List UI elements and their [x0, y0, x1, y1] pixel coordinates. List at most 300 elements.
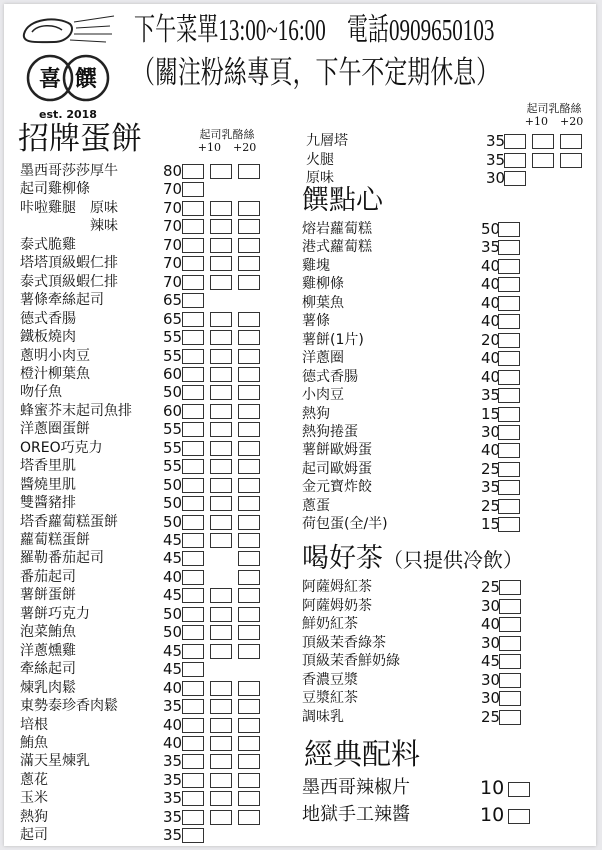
item-name: 洋蔥燻雞	[20, 642, 76, 659]
menu-item-row	[302, 238, 582, 256]
addon-header-left	[187, 128, 267, 154]
item-price: 40	[481, 441, 501, 460]
addon-cheese-20-checkbox[interactable]	[238, 699, 260, 714]
menu-item-row	[20, 402, 290, 420]
item-price: 40	[481, 312, 501, 331]
addon-cheese-10-checkbox[interactable]	[210, 644, 232, 659]
item-price: 40	[481, 615, 501, 633]
addon-cheese-10-checkbox[interactable]	[210, 441, 232, 456]
order-checkbox[interactable]	[182, 219, 204, 234]
addon-cheese-10-checkbox[interactable]	[210, 607, 232, 622]
item-name: 頂級茉香綠茶	[302, 634, 386, 651]
item-name: 熔岩蘿蔔糕	[302, 221, 372, 237]
menu-item-row	[20, 476, 290, 494]
item-price: 35	[163, 697, 183, 716]
item-name: 薯餅蛋餅	[20, 587, 76, 604]
menu-item-row	[302, 615, 582, 633]
addon-cheese-20-checkbox[interactable]	[238, 201, 260, 216]
order-checkbox[interactable]	[498, 296, 520, 311]
item-price: 70	[163, 254, 183, 273]
svg-text:喜: 喜	[38, 67, 62, 92]
item-name: 洋蔥圈蛋餅	[20, 421, 90, 438]
item-price: 60	[163, 364, 183, 383]
item-price: 10	[480, 777, 505, 799]
item-price: 55	[163, 457, 183, 476]
menu-item-row	[302, 515, 582, 533]
order-checkbox[interactable]	[182, 478, 204, 493]
item-price: 40	[163, 567, 183, 586]
item-price: 50	[163, 623, 183, 642]
menu-item-row	[20, 420, 290, 438]
item-price: 45	[163, 586, 183, 605]
notice-text: （關注粉絲專頁，下午不定期休息）	[132, 55, 500, 90]
order-checkbox[interactable]	[182, 662, 204, 677]
addon-cheese-10-checkbox[interactable]	[210, 238, 232, 253]
menu-item-row	[302, 294, 582, 312]
addon-label: 起司乳酪絲	[526, 102, 582, 115]
order-checkbox[interactable]	[182, 367, 204, 382]
item-price: 35	[163, 789, 183, 808]
order-checkbox[interactable]	[182, 533, 204, 548]
order-checkbox[interactable]	[182, 551, 204, 566]
order-checkbox[interactable]	[498, 388, 520, 403]
menu-item-row	[302, 689, 582, 707]
menu-item-row	[20, 789, 290, 807]
addon-opt2: +20	[560, 115, 584, 128]
item-price: 25	[481, 496, 501, 515]
item-price: 50	[163, 604, 183, 623]
item-name: 柳葉魚	[302, 294, 344, 311]
addon-cheese-20-checkbox[interactable]	[238, 533, 260, 548]
order-checkbox[interactable]	[499, 636, 521, 651]
addon-cheese-20-checkbox[interactable]	[560, 134, 582, 149]
menu-item-row	[20, 660, 290, 678]
item-name: 地獄手工辣醬	[302, 804, 410, 825]
addon-cheese-20-checkbox[interactable]	[238, 607, 260, 622]
menu-item-row	[302, 478, 582, 496]
addon-cheese-10-checkbox[interactable]	[210, 625, 232, 640]
order-checkbox[interactable]	[182, 349, 204, 364]
order-checkbox[interactable]	[182, 681, 204, 696]
menu-page	[4, 4, 596, 846]
item-name: 豆漿紅茶	[302, 690, 358, 706]
addon-cheese-20-checkbox[interactable]	[238, 219, 260, 234]
order-checkbox[interactable]	[182, 293, 204, 308]
addon-cheese-10-checkbox[interactable]	[210, 349, 232, 364]
order-checkbox[interactable]	[499, 710, 521, 725]
item-name: 墨西哥辣椒片	[302, 777, 410, 798]
item-price: 50	[163, 383, 183, 402]
addon-cheese-20-checkbox[interactable]	[238, 164, 260, 179]
order-checkbox[interactable]	[499, 599, 521, 614]
addon-cheese-10-checkbox[interactable]	[210, 275, 232, 290]
menu-item-row	[20, 236, 290, 254]
order-checkbox[interactable]	[182, 607, 204, 622]
item-name: 原味	[306, 170, 334, 186]
item-price: 15	[481, 404, 501, 423]
item-price: 30	[486, 169, 506, 187]
addon-cheese-20-checkbox[interactable]	[238, 773, 260, 788]
addon-cheese-20-checkbox[interactable]	[238, 551, 260, 566]
order-checkbox[interactable]	[498, 240, 520, 255]
item-name: 洋蔥圈	[302, 350, 344, 367]
item-name: 荷包蛋(全/半)	[302, 516, 388, 533]
tea-subtitle: （只提供冷飲）	[383, 548, 523, 572]
menu-item-row	[302, 386, 582, 404]
item-name: 羅勒番茄起司	[20, 550, 104, 567]
addon-cheese-10-checkbox[interactable]	[210, 496, 232, 511]
item-name: 九層塔	[306, 133, 348, 149]
item-name: 薯餅歐姆蛋	[302, 442, 372, 459]
addon-cheese-20-checkbox[interactable]	[238, 515, 260, 530]
addon-cheese-20-checkbox[interactable]	[560, 153, 582, 168]
item-price: 55	[163, 346, 183, 365]
menu-item-row	[302, 652, 582, 670]
item-name: 蔥明小肉豆	[20, 347, 90, 364]
addon-cheese-20-checkbox[interactable]	[238, 367, 260, 382]
menu-item-row	[20, 494, 290, 512]
order-checkbox[interactable]	[504, 153, 526, 168]
order-checkbox[interactable]	[504, 134, 526, 149]
order-checkbox[interactable]	[182, 256, 204, 271]
item-name: 蘿蔔糕蛋餅	[20, 532, 90, 548]
order-checkbox[interactable]	[504, 171, 526, 186]
menu-item-row	[20, 310, 290, 328]
item-name: 薯餅(1片)	[302, 331, 364, 348]
addon-cheese-10-checkbox[interactable]	[210, 736, 232, 751]
addon-cheese-20-checkbox[interactable]	[238, 441, 260, 456]
addon-cheese-10-checkbox[interactable]	[210, 459, 232, 474]
menu-item-row	[306, 169, 586, 187]
order-checkbox[interactable]	[499, 617, 521, 632]
order-checkbox[interactable]	[182, 404, 204, 419]
order-checkbox[interactable]	[498, 222, 520, 237]
order-checkbox[interactable]	[498, 480, 520, 495]
item-name: 薯餅巧克力	[20, 605, 90, 622]
addon-cheese-10-checkbox[interactable]	[210, 164, 232, 179]
order-checkbox[interactable]	[182, 644, 204, 659]
addon-cheese-10-checkbox[interactable]	[210, 385, 232, 400]
menu-item-row	[302, 578, 582, 596]
order-checkbox[interactable]	[498, 499, 520, 514]
addon-cheese-20-checkbox[interactable]	[238, 810, 260, 825]
item-name: 蔥蛋	[302, 497, 330, 514]
svg-text:est. 2018: est. 2018	[39, 108, 97, 121]
menu-item-row	[20, 291, 290, 309]
menu-hours-phone-title: 下午菜單13:00~16:00 電話0909650103	[134, 12, 495, 47]
addon-cheese-10-checkbox[interactable]	[210, 256, 232, 271]
menu-item-row	[302, 460, 582, 478]
menu-item-row	[20, 180, 290, 198]
addon-cheese-10-checkbox[interactable]	[210, 478, 232, 493]
addon-cheese-20-checkbox[interactable]	[238, 275, 260, 290]
addon-cheese-10-checkbox[interactable]	[210, 219, 232, 234]
menu-item-row	[20, 273, 290, 291]
menu-item-row	[306, 132, 586, 150]
order-checkbox[interactable]	[499, 691, 521, 706]
item-name: 塔香里肌	[20, 458, 76, 475]
menu-item-row	[20, 199, 290, 217]
menu-item-row	[302, 597, 582, 615]
item-name: 德式香腸	[20, 310, 76, 327]
item-price: 20	[481, 330, 501, 349]
addon-cheese-20-checkbox[interactable]	[238, 238, 260, 253]
addon-cheese-20-checkbox[interactable]	[238, 736, 260, 751]
order-checkbox[interactable]	[498, 333, 520, 348]
order-checkbox[interactable]	[182, 496, 204, 511]
item-name: 塔塔頂級蝦仁排	[20, 255, 118, 272]
item-name: 雞塊	[302, 257, 330, 274]
item-name: 墨西哥莎莎厚牛	[20, 163, 118, 179]
menu-item-row	[20, 771, 290, 789]
item-price: 80	[163, 162, 183, 180]
order-checkbox[interactable]	[499, 580, 521, 595]
menu-item-row	[20, 531, 290, 549]
item-name: 調味乳	[302, 708, 344, 725]
item-name: 泡菜鮪魚	[20, 624, 76, 641]
order-checkbox[interactable]	[182, 570, 204, 585]
item-price: 65	[163, 291, 183, 310]
item-price: 70	[163, 217, 183, 236]
item-name: 雞柳條	[302, 276, 344, 293]
menu-item-row	[302, 220, 582, 238]
item-name: OREO巧克力	[20, 439, 103, 456]
order-checkbox[interactable]	[182, 515, 204, 530]
item-price: 40	[481, 256, 501, 275]
menu-item-row	[302, 331, 582, 349]
menu-item-row	[20, 605, 290, 623]
addon-cheese-10-checkbox[interactable]	[210, 515, 232, 530]
addon-cheese-10-checkbox[interactable]	[210, 810, 232, 825]
item-name: 起司歐姆蛋	[302, 460, 372, 477]
menu-item-row	[20, 217, 290, 235]
order-checkbox[interactable]	[508, 782, 530, 797]
order-checkbox[interactable]	[498, 277, 520, 292]
item-price: 35	[481, 478, 501, 497]
item-price: 35	[486, 150, 506, 169]
menu-item-row	[20, 457, 290, 475]
order-checkbox[interactable]	[498, 443, 520, 458]
order-checkbox[interactable]	[182, 422, 204, 437]
item-price: 40	[481, 293, 501, 312]
addon-cheese-10-checkbox[interactable]	[210, 791, 232, 806]
menu-item-row	[302, 349, 582, 367]
addon-cheese-10-checkbox[interactable]	[210, 754, 232, 769]
item-name: 小肉豆	[302, 387, 344, 404]
item-price: 40	[163, 733, 183, 752]
menu-item-row	[20, 383, 290, 401]
order-checkbox[interactable]	[498, 351, 520, 366]
item-name: 滿天星煉乳	[20, 753, 90, 770]
order-checkbox[interactable]	[498, 259, 520, 274]
addon-cheese-20-checkbox[interactable]	[238, 312, 260, 327]
addon-cheese-20-checkbox[interactable]	[238, 349, 260, 364]
addon-opt1: +10	[524, 115, 548, 128]
order-checkbox[interactable]	[499, 673, 521, 688]
addon-cheese-10-checkbox[interactable]	[210, 201, 232, 216]
item-price: 35	[163, 752, 183, 771]
order-checkbox[interactable]	[182, 718, 204, 733]
menu-item-row	[20, 734, 290, 752]
order-checkbox[interactable]	[182, 588, 204, 603]
order-checkbox[interactable]	[182, 330, 204, 345]
menu-item-row	[302, 423, 582, 441]
item-price: 40	[163, 715, 183, 734]
addon-cheese-20-checkbox[interactable]	[238, 422, 260, 437]
order-checkbox[interactable]	[498, 370, 520, 385]
addon-cheese-20-checkbox[interactable]	[238, 385, 260, 400]
order-checkbox[interactable]	[498, 517, 520, 532]
addon-cheese-20-checkbox[interactable]	[238, 791, 260, 806]
addon-cheese-10-checkbox[interactable]	[532, 153, 554, 168]
item-name: 薯條	[302, 313, 330, 330]
addon-cheese-10-checkbox[interactable]	[532, 134, 554, 149]
order-checkbox[interactable]	[182, 754, 204, 769]
addon-cheese-20-checkbox[interactable]	[238, 570, 260, 585]
addon-cheese-10-checkbox[interactable]	[210, 330, 232, 345]
menu-item-row	[302, 257, 582, 275]
item-name: 金元寶炸餃	[302, 479, 372, 496]
menu-item-row	[20, 365, 290, 383]
item-name: 鐵板燒肉	[20, 329, 76, 346]
order-checkbox[interactable]	[182, 385, 204, 400]
item-price: 35	[163, 770, 183, 789]
item-price: 30	[481, 633, 501, 652]
order-checkbox[interactable]	[182, 275, 204, 290]
order-checkbox[interactable]	[498, 462, 520, 477]
item-name: 煉乳肉鬆	[20, 679, 76, 696]
order-checkbox[interactable]	[182, 699, 204, 714]
addon-cheese-20-checkbox[interactable]	[238, 625, 260, 640]
addon-cheese-20-checkbox[interactable]	[238, 718, 260, 733]
svg-text:饌: 饌	[74, 67, 98, 92]
item-name: 塔香蘿蔔糕蛋餅	[20, 513, 118, 530]
item-name: 培根	[20, 716, 48, 733]
item-price: 65	[163, 309, 183, 328]
addon-cheese-20-checkbox[interactable]	[238, 644, 260, 659]
order-checkbox[interactable]	[182, 791, 204, 806]
item-name: 橙汁柳葉魚	[20, 365, 90, 382]
item-name: 辣味	[20, 218, 118, 235]
menu-item-row	[302, 368, 582, 386]
item-price: 50	[163, 512, 183, 531]
order-checkbox[interactable]	[182, 238, 204, 253]
item-name: 吻仔魚	[20, 384, 62, 401]
addon-cheese-10-checkbox[interactable]	[210, 367, 232, 382]
item-name: 蔥花	[20, 771, 48, 788]
item-name: 熱狗	[302, 405, 330, 422]
item-name: 薯條牽絲起司	[20, 292, 104, 309]
order-checkbox[interactable]	[182, 201, 204, 216]
addon-cheese-10-checkbox[interactable]	[210, 718, 232, 733]
item-name: 東勢泰珍香肉鬆	[20, 698, 118, 715]
addon-cheese-20-checkbox[interactable]	[238, 754, 260, 769]
addon-cheese-10-checkbox[interactable]	[210, 533, 232, 548]
menu-item-row	[302, 634, 582, 652]
menu-item-row	[302, 776, 582, 800]
item-price: 50	[163, 494, 183, 513]
item-price: 45	[163, 660, 183, 679]
addon-cheese-20-checkbox[interactable]	[238, 496, 260, 511]
menu-item-row	[20, 623, 290, 641]
item-name: 泰式頂級蝦仁排	[20, 273, 118, 290]
addon-label: 起司乳酪絲	[199, 128, 255, 141]
addon-cheese-10-checkbox[interactable]	[210, 404, 232, 419]
item-price: 55	[163, 328, 183, 347]
addon-cheese-20-checkbox[interactable]	[238, 588, 260, 603]
item-price: 30	[481, 689, 501, 707]
item-price: 70	[163, 198, 183, 217]
item-name: 港式蘿蔔糕	[302, 239, 372, 256]
item-name: 香濃豆漿	[302, 671, 358, 688]
addon-cheese-10-checkbox[interactable]	[210, 312, 232, 327]
item-name: 咔啦雞腿 原味	[20, 199, 118, 216]
addon-cheese-20-checkbox[interactable]	[238, 330, 260, 345]
order-checkbox[interactable]	[182, 164, 204, 179]
item-price: 50	[163, 475, 183, 494]
order-checkbox[interactable]	[499, 654, 521, 669]
item-price: 30	[481, 670, 501, 689]
menu-item-row	[302, 441, 582, 459]
section-title-tea-wrap	[302, 544, 523, 577]
menu-item-row	[20, 549, 290, 567]
order-checkbox[interactable]	[182, 810, 204, 825]
menu-item-row	[302, 708, 582, 726]
menu-item-row	[20, 586, 290, 604]
order-checkbox[interactable]	[182, 441, 204, 456]
item-price: 45	[163, 641, 183, 660]
order-checkbox[interactable]	[182, 312, 204, 327]
addon-cheese-20-checkbox[interactable]	[238, 478, 260, 493]
addon-cheese-10-checkbox[interactable]	[210, 699, 232, 714]
order-checkbox[interactable]	[182, 459, 204, 474]
addon-cheese-10-checkbox[interactable]	[210, 588, 232, 603]
item-name: 泰式脆雞	[20, 236, 76, 253]
item-price: 40	[481, 349, 501, 368]
menu-item-row	[20, 808, 290, 826]
order-checkbox[interactable]	[182, 736, 204, 751]
addon-cheese-20-checkbox[interactable]	[238, 459, 260, 474]
order-checkbox[interactable]	[498, 314, 520, 329]
menu-item-row	[20, 513, 290, 531]
addon-cheese-10-checkbox[interactable]	[210, 773, 232, 788]
menu-item-row	[302, 671, 582, 689]
item-price: 35	[486, 132, 506, 150]
addon-cheese-10-checkbox[interactable]	[210, 681, 232, 696]
order-checkbox[interactable]	[498, 425, 520, 440]
order-checkbox[interactable]	[182, 182, 204, 197]
addon-cheese-20-checkbox[interactable]	[238, 681, 260, 696]
item-price: 55	[163, 438, 183, 457]
item-name: 火腿	[306, 151, 334, 168]
item-price: 25	[481, 707, 501, 726]
item-price: 25	[481, 459, 501, 478]
order-checkbox[interactable]	[182, 828, 204, 843]
item-name: 頂級茉香鮮奶綠	[302, 653, 400, 669]
addon-cheese-20-checkbox[interactable]	[238, 256, 260, 271]
menu-item-row	[20, 162, 290, 180]
menu-item-row	[20, 347, 290, 365]
order-checkbox[interactable]	[182, 625, 204, 640]
addon-cheese-10-checkbox[interactable]	[210, 422, 232, 437]
order-checkbox[interactable]	[498, 407, 520, 422]
addon-cheese-20-checkbox[interactable]	[238, 404, 260, 419]
item-price: 70	[163, 235, 183, 254]
order-checkbox[interactable]	[182, 773, 204, 788]
item-price: 40	[481, 367, 501, 386]
order-checkbox[interactable]	[508, 809, 530, 824]
menu-item-row	[20, 439, 290, 457]
